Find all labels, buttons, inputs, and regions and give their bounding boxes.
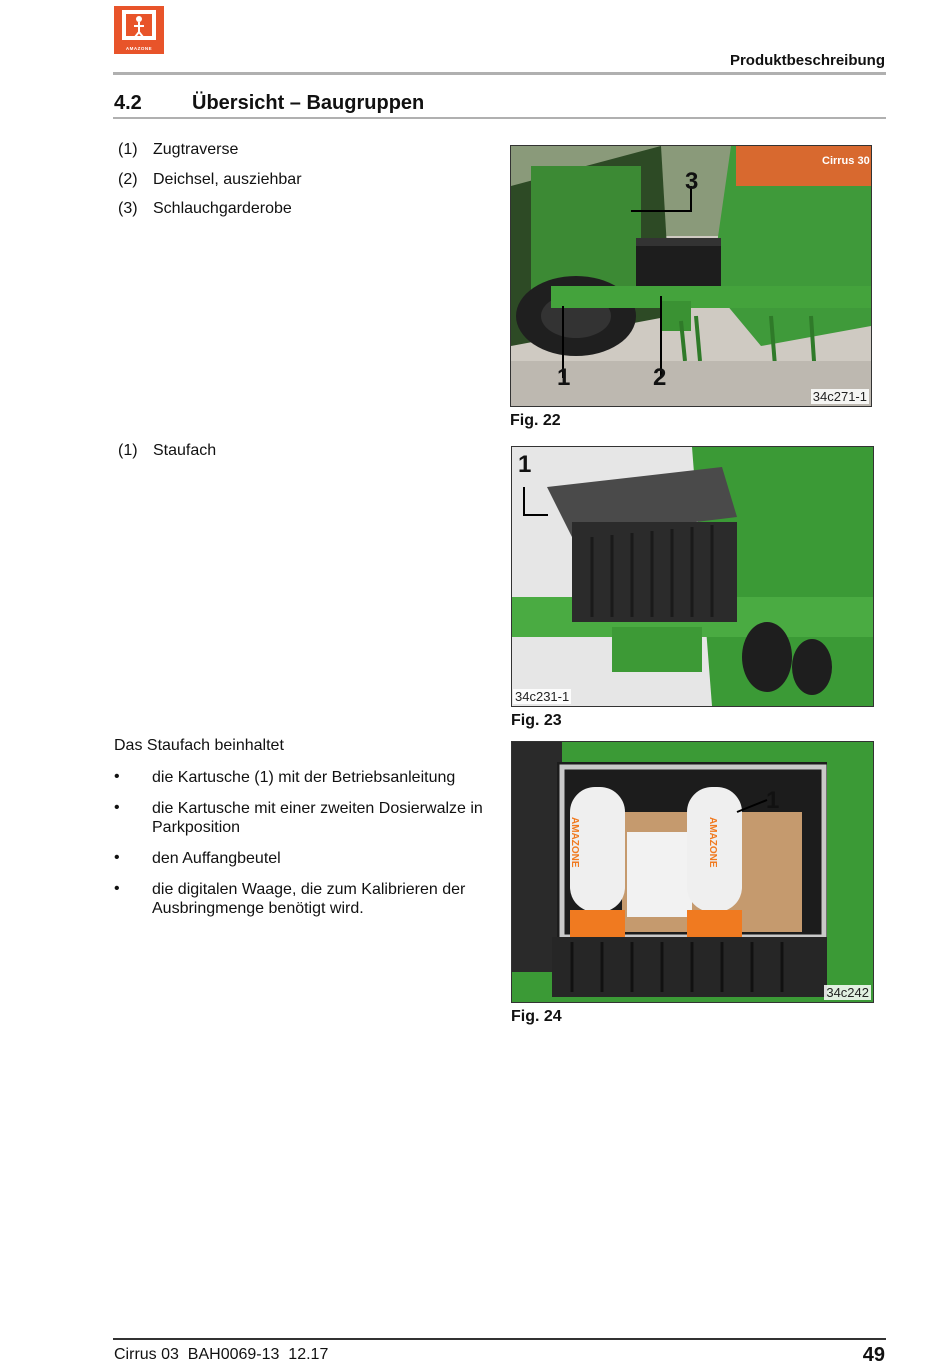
image-code: 34c231-1 (515, 689, 570, 704)
cartridge-brand: AMAZONE (569, 817, 580, 868)
bullet-symbol: • (114, 849, 120, 866)
bullet-symbol: • (114, 799, 120, 816)
header-rule (113, 72, 886, 75)
legend-text: Staufach (153, 442, 217, 459)
footer-rule (113, 1338, 886, 1340)
cartridge-brand: AMAZONE (707, 817, 718, 868)
bullet-text: die Kartusche mit einer zweiten Dosierwalze in Parkposition (152, 800, 483, 836)
bullet-item (114, 849, 494, 869)
sower-icon (114, 6, 164, 46)
figure-caption: Fig. 24 (511, 1008, 562, 1025)
header-title: Produktbeschreibung (729, 52, 885, 69)
bullet-symbol: • (114, 768, 120, 785)
figure-22-photo (510, 145, 872, 407)
section-rule (113, 117, 886, 119)
bullet-text: die Kartusche (1) mit der Betriebsanleitung (152, 769, 456, 786)
bullet-item (114, 799, 494, 839)
bullet-item (114, 880, 494, 920)
legend-number: (3) (118, 200, 138, 217)
contents-intro: Das Staufach beinhaltet (114, 737, 284, 754)
bullet-text: die digitalen Waage, die zum Kalibrieren der Ausbringmenge benötigt wird. (152, 881, 466, 917)
machine-label: Cirrus 30 (822, 155, 870, 167)
image-code: 34c271-1 (812, 389, 867, 404)
figure-23-photo (511, 446, 874, 707)
section-title: Übersicht – Baugruppen (192, 92, 425, 114)
legend-text: Deichsel, ausziehbar (153, 171, 302, 188)
callout-number: 2 (653, 364, 667, 391)
storage-box-illustration (512, 447, 873, 706)
callout-number: 1 (766, 787, 780, 814)
image-code: 34c242 (826, 985, 869, 1000)
amazone-logo (114, 6, 164, 54)
logo-brand-text: AMAZONE (125, 46, 153, 51)
legend-text: Schlauchgarderobe (153, 200, 292, 217)
open-box-illustration (512, 742, 873, 1002)
footer-doc-info: Cirrus 03 BAH0069-13 12.17 (114, 1346, 329, 1363)
figure-caption: Fig. 22 (510, 412, 561, 429)
legend-text: Zugtraverse (153, 141, 239, 158)
legend-number: (2) (118, 171, 138, 188)
figure-caption: Fig. 23 (511, 712, 562, 729)
callout-number: 1 (557, 364, 571, 391)
legend-number: (1) (118, 141, 138, 158)
figure-24-photo (511, 741, 874, 1003)
section-number: 4.2 (114, 92, 142, 114)
bullet-symbol: • (114, 880, 120, 897)
legend-number: (1) (118, 442, 138, 459)
page-number: 49 (862, 1344, 885, 1366)
bullet-item (114, 768, 494, 788)
bullet-text: den Auffangbeutel (152, 850, 281, 867)
callout-number: 1 (518, 451, 532, 478)
callout-number: 3 (685, 168, 699, 195)
